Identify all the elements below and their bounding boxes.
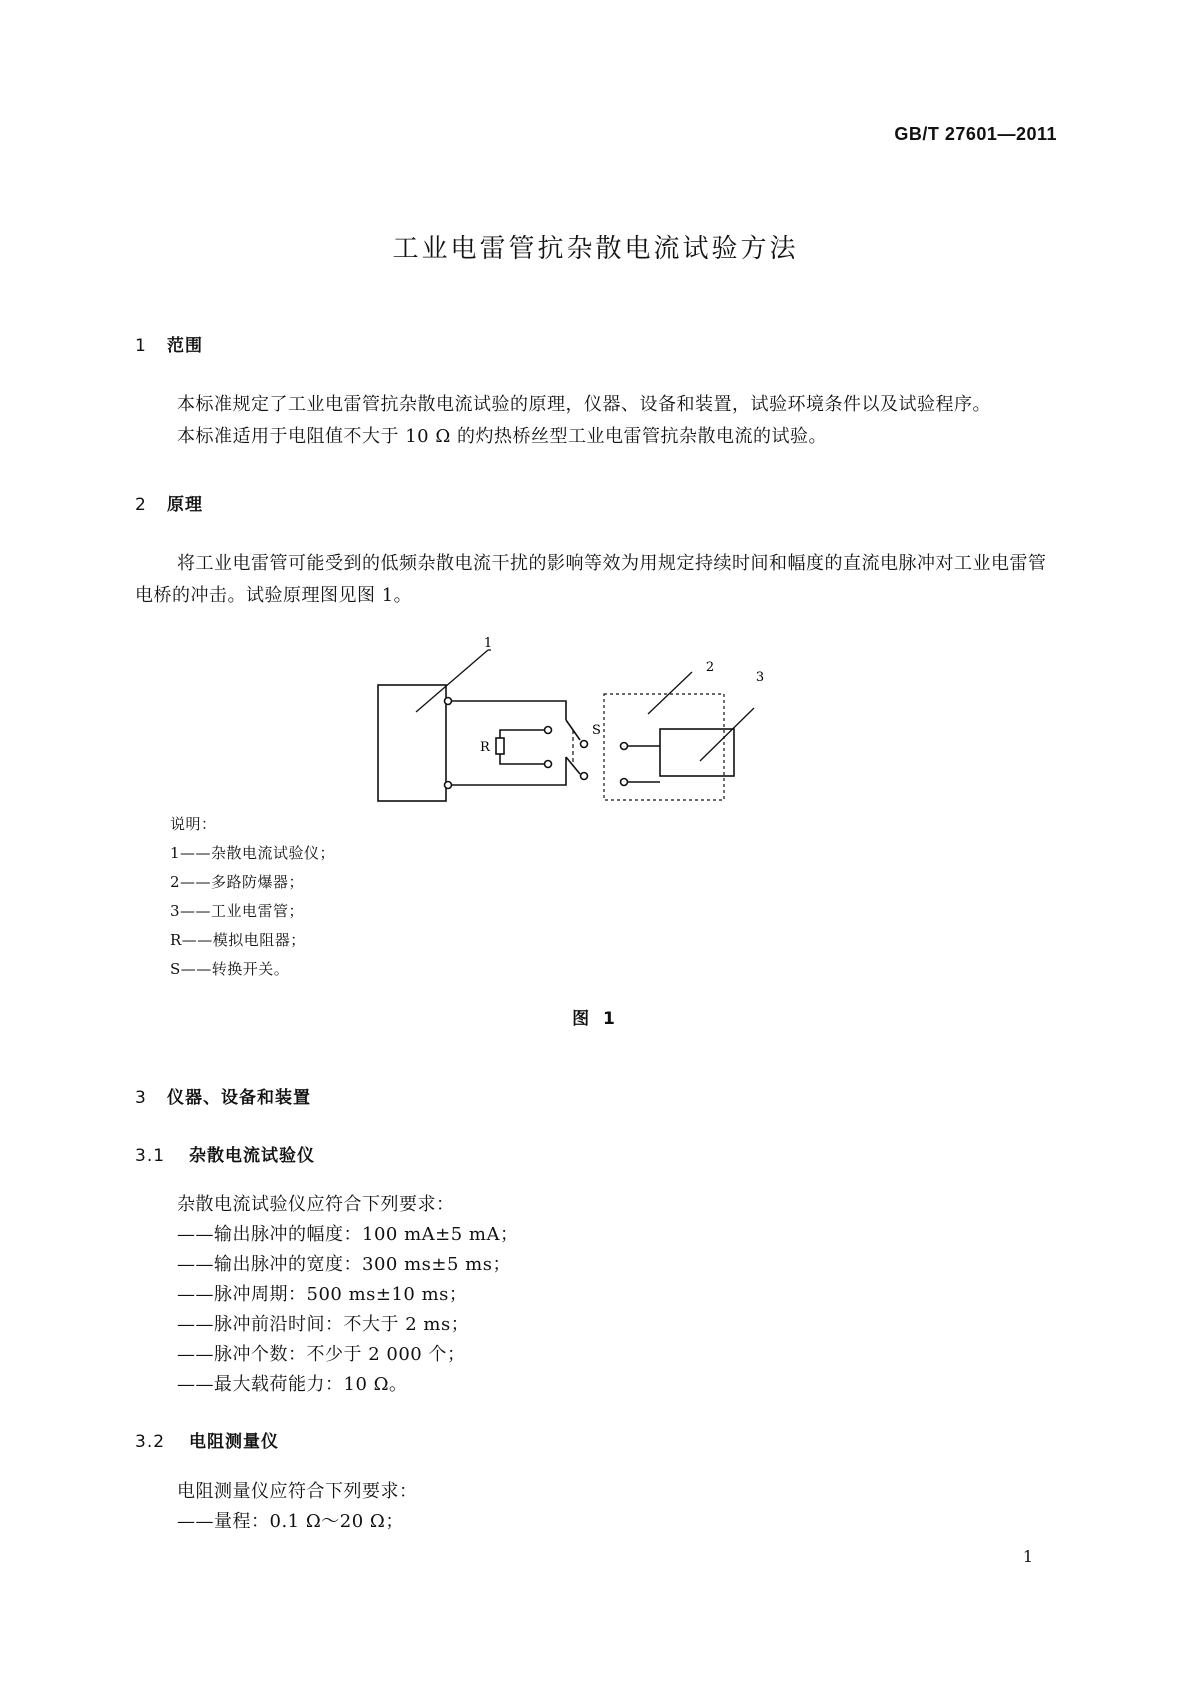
label-2: 2 xyxy=(705,660,715,675)
wire-r-bottom xyxy=(500,754,544,764)
detonator-box xyxy=(660,729,734,776)
label-1: 1 xyxy=(483,636,493,651)
leader-line-3 xyxy=(700,708,754,761)
section-number: 1 xyxy=(135,336,147,356)
section-3-2-heading xyxy=(135,1427,279,1452)
section-1-paragraph-1: 本标准规定了工业电雷管抗杂散电流试验的原理，仪器、设备和装置，试验环境条件以及试验程序。 xyxy=(177,394,991,415)
circuit-diagram xyxy=(370,636,790,806)
contact-r-top xyxy=(545,727,552,734)
section-3-1-heading xyxy=(135,1141,315,1166)
section-title: 范围 xyxy=(167,336,203,356)
leader-line-2 xyxy=(648,672,692,714)
section-title: 仪器、设备和装置 xyxy=(167,1088,311,1108)
figure-caption: 图 1 xyxy=(572,1009,619,1029)
requirement-item: ——输出脉冲的幅度：100 mA±5 mA； xyxy=(177,1224,519,1245)
requirement-item: ——量程：0.1 Ω～20 Ω； xyxy=(177,1511,404,1532)
requirement-item: ——脉冲个数：不少于 2 000 个； xyxy=(177,1344,466,1365)
leader-line-1 xyxy=(416,650,488,712)
contact-d-top xyxy=(581,741,588,748)
legend-item: S——转换开关。 xyxy=(170,960,290,978)
legend-item: R——模拟电阻器； xyxy=(170,931,306,949)
requirement-item: ——脉冲前沿时间：不大于 2 ms； xyxy=(177,1314,470,1335)
contact-r-bottom xyxy=(545,761,552,768)
wire-top xyxy=(452,701,566,720)
terminal-out-top xyxy=(621,743,628,750)
section-number: 3.1 xyxy=(135,1146,166,1166)
section-2-heading xyxy=(135,490,203,515)
contact-d-bottom xyxy=(581,773,588,780)
label-3: 3 xyxy=(755,670,765,685)
section-title: 原理 xyxy=(167,495,203,515)
legend-title: 说明： xyxy=(170,815,217,833)
section-3-2-intro: 电阻测量仪应符合下列要求： xyxy=(177,1481,418,1502)
wire-r-top xyxy=(500,730,544,738)
section-1-paragraph-2: 本标准适用于电阻值不大于 10 Ω 的灼热桥丝型工业电雷管抗杂散电流的试验。 xyxy=(177,426,827,447)
legend-item: 3——工业电雷管； xyxy=(170,902,305,920)
terminal-top xyxy=(445,698,452,705)
section-2-paragraph: 将工业电雷管可能受到的低频杂散电流干扰的影响等效为用规定持续时间和幅度的直流电脉冲对工业电雷管电桥的冲击。试验原理图见图 1。 xyxy=(135,553,1047,606)
section-number: 3 xyxy=(135,1088,147,1108)
section-title: 杂散电流试验仪 xyxy=(189,1146,315,1166)
page-number: 1 xyxy=(1022,1547,1033,1566)
standard-code: GB/T 27601—2011 xyxy=(894,124,1057,144)
terminal-out-bottom xyxy=(621,779,628,786)
requirement-item: ——脉冲周期：500 ms±10 ms； xyxy=(177,1284,468,1305)
document-title: 工业电雷管抗杂散电流试验方法 xyxy=(392,234,799,264)
section-3-heading xyxy=(135,1083,311,1108)
requirement-item: ——最大载荷能力：10 Ω。 xyxy=(177,1374,408,1395)
section-number: 2 xyxy=(135,495,147,515)
resistor-symbol xyxy=(496,738,504,754)
test-instrument-box xyxy=(378,685,446,801)
section-1-heading xyxy=(135,331,203,356)
label-r: R xyxy=(480,740,490,755)
section-title: 电阻测量仪 xyxy=(189,1432,279,1452)
section-3-1-intro: 杂散电流试验仪应符合下列要求： xyxy=(177,1194,455,1215)
terminal-bottom xyxy=(445,782,452,789)
section-number: 3.2 xyxy=(135,1432,166,1452)
legend-item: 2——多路防爆器； xyxy=(170,873,305,891)
figure-legend xyxy=(170,810,335,984)
legend-item: 1——杂散电流试验仪； xyxy=(170,844,336,862)
label-s: S xyxy=(592,723,601,738)
requirement-item: ——输出脉冲的宽度：300 ms±5 ms； xyxy=(177,1254,511,1275)
